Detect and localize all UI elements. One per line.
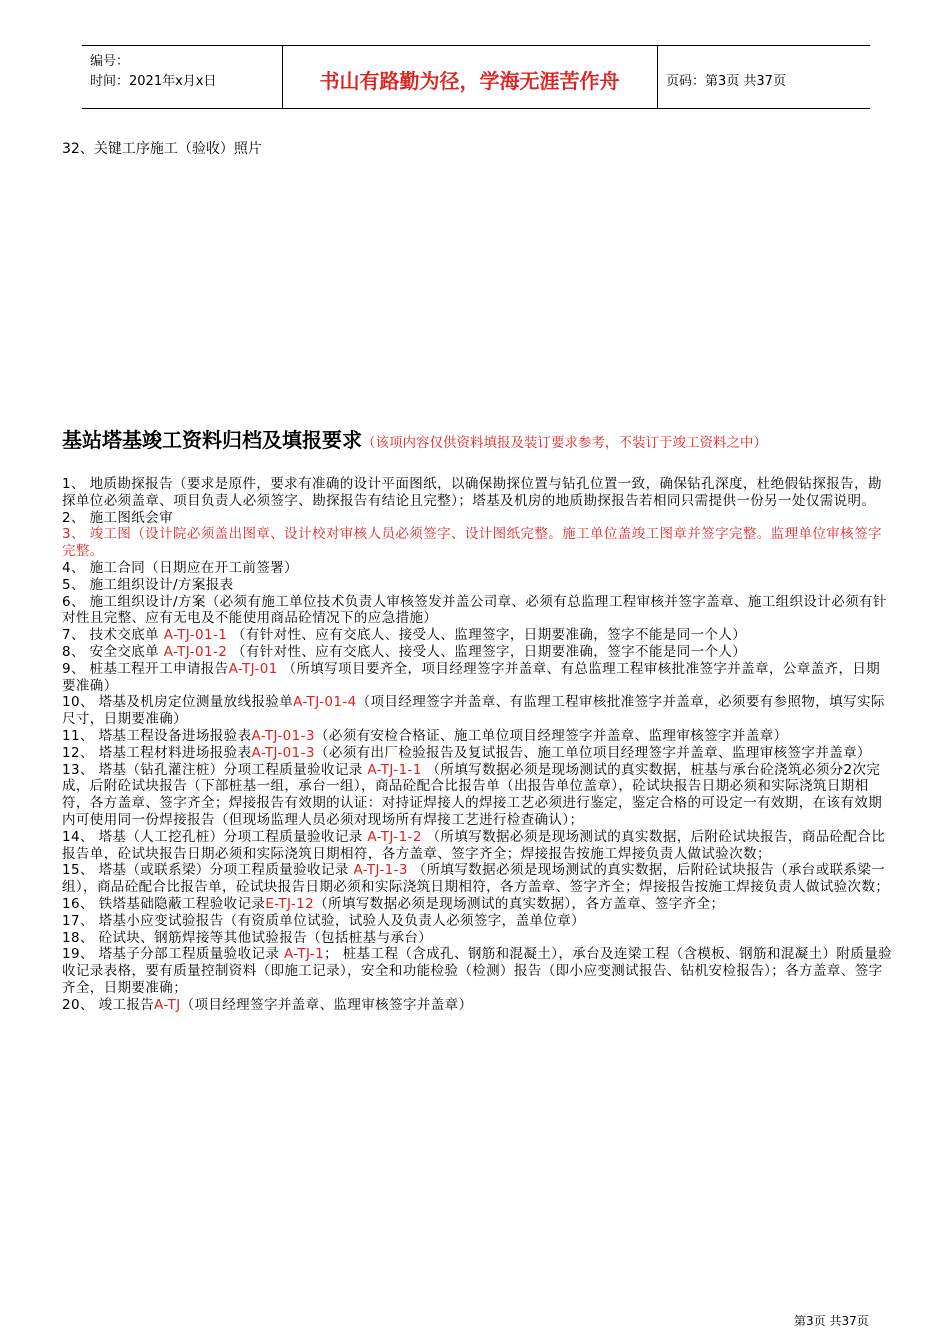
list-item: 2、 施工图纸会审 (62, 509, 173, 526)
list-item: 18、 砼试块、钢筋焊接等其他试验报告（包括桩基与承台） (62, 929, 433, 946)
list-item: 12、 塔基工程材料进场报验表A-TJ-01-3（必须有出厂检验报告及复试报告、施工单位项目经理签字并盖章、监理审核签字并盖章） (62, 744, 871, 761)
title-main: 基站塔基竣工资料归档及填报要求 (62, 428, 362, 452)
motto-text: 书山有路勤为径，学海无涯苦作舟 (319, 69, 620, 93)
time-label: 时间：2021年x月x日 (90, 74, 217, 89)
header-info-cell (82, 46, 283, 108)
list-item: 6、 施工组织设计/方案（必须有施工单位技术负责人审核签发并盖公司章、必须有总监理工程审核并签字盖章、施工组织设计必须有针对性且完整、应有无电及不能使用商品砼情况下的应急措施） (62, 593, 887, 627)
list-item: 10、 塔基及机房定位测量放线报验单A-TJ-01-4（项目经理签字并盖章、有监理工程审核批准签字并盖章，必须要有参照物，填写实际尺寸，日期要准确） (62, 694, 885, 728)
list-item: 14、 塔基（人工挖孔桩）分项工程质量验收记录 A-TJ-1-2 （所填写数据必须是现场测试的真实数据，后附砼试块报告，商品砼配合比报告单，砼试块报告日期必须和实际浇筑日期相符，各方盖章、签字齐全；焊接报告按施工焊接负责人做试验次数； (62, 828, 886, 862)
list-item: 4、 施工合同（日期应在开工前签署） (62, 559, 299, 576)
number-label: 编号： (90, 54, 130, 69)
list-item: 7、 技术交底单 A-TJ-01-1 （有针对性、应有交底人、接受人、监理签字，日期要准确，签字不能是同一个人） (62, 627, 747, 644)
list-item: 19、 塔基子分部工程质量验收记录 A-TJ-1； 桩基工程（含成孔、钢筋和混凝土），承台及连梁工程（含模板、钢筋和混凝土）附质量验收记录表格，要有质量控制资料（即施工记录），安全和功能检验（检测）报告（即小应变测试报告、钻机安检报告）；各方盖章、签字齐全，日期要准确； (62, 946, 892, 996)
list-item: 15、 塔基（或联系梁）分项工程质量验收记录 A-TJ-1-3 （所填写数据必须是现场测试的真实数据，后附砼试块报告（承台或联系梁一组），商品砼配合比报告单，砼试块报告日期必须和实际浇筑日期相符，各方盖章、签字齐全；焊接报告按施工焊接负责人做试验次数； (62, 862, 890, 896)
page-number-label: 页码：第3页 共37页 (666, 74, 786, 89)
list-item: 1、 地质勘探报告（要求是原件，要求有准确的设计平面图纸，以确保勘探位置与钻孔位置一致，确保钻孔深度，杜绝假钻探报告，勘探单位必须盖章、项目负责人必须签字、勘探报告有结论且完整）；塔基及机房的地质勘探报告若相同只需提供一份另一处仅需说明。 (62, 476, 882, 509)
list-item: 13、 塔基（钻孔灌注桩）分项工程质量验收记录 A-TJ-1-1 （所填写数据必须是现场测试的真实数据，桩基与承台砼浇筑必须分2次完成，后附砼试块报告（下部桩基一组，承台一组），商品砼配合比报告单（出报告单位盖章），砼试块报告日期必须和实际浇筑日期相符，各方盖章、签字齐全；焊接报告有效期的认证：对持证焊接人的焊接工艺必须进行鉴定，鉴定合格的可设定一有效期，在该有效期内可使用同一份焊接报告（但现场监理人员必须对现场所有焊接工艺进行检查确认）； (62, 761, 883, 828)
page-footer: 第3页 共37页 (794, 1314, 869, 1328)
list-item: 17、 塔基小应变试验报告（有资质单位试验，试验人及负责人必须签字，盖单位章） (62, 912, 586, 929)
list-item: 8、 安全交底单 A-TJ-01-2 （有针对性、应有交底人、接受人、监理签字，日期要准确，签字不能是同一个人） (62, 643, 747, 660)
title-note: （该项内容仅供资料填报及装订要求参考，不装订于竣工资料之中） (362, 435, 767, 451)
page-header (82, 45, 870, 109)
requirements-list (62, 476, 894, 1014)
header-page-cell (658, 46, 870, 108)
list-item: 3、 竣工图（设计院必须盖出图章、设计校对审核人员必须签字、设计图纸完整。施工单位盖竣工图章并签字完整。监理单位审核签字完整。 (62, 526, 882, 560)
list-item: 16、 铁塔基础隐蔽工程验收记录E-TJ-12（所填写数据必须是现场测试的真实数据），各方盖章、签字齐全； (62, 895, 725, 912)
list-item: 9、 桩基工程开工申请报告A-TJ-01 （所填写项目要齐全，项目经理签字并盖章、有总监理工程审核批准签字并盖章，公章盖齐，日期要准确） (62, 660, 881, 694)
section-32-heading: 32、关键工序施工（验收）照片 (62, 141, 262, 157)
list-item: 20、 竣工报告A-TJ（项目经理签字并盖章、监理审核签字并盖章） (62, 996, 473, 1013)
list-item: 5、 施工组织设计/方案报表 (62, 576, 234, 593)
header-motto-cell (282, 46, 658, 108)
list-item: 11、 塔基工程设备进场报验表A-TJ-01-3（必须有安检合格证、施工单位项目经理签字并盖章、监理审核签字并盖章） (62, 727, 788, 744)
document-title (62, 430, 892, 454)
